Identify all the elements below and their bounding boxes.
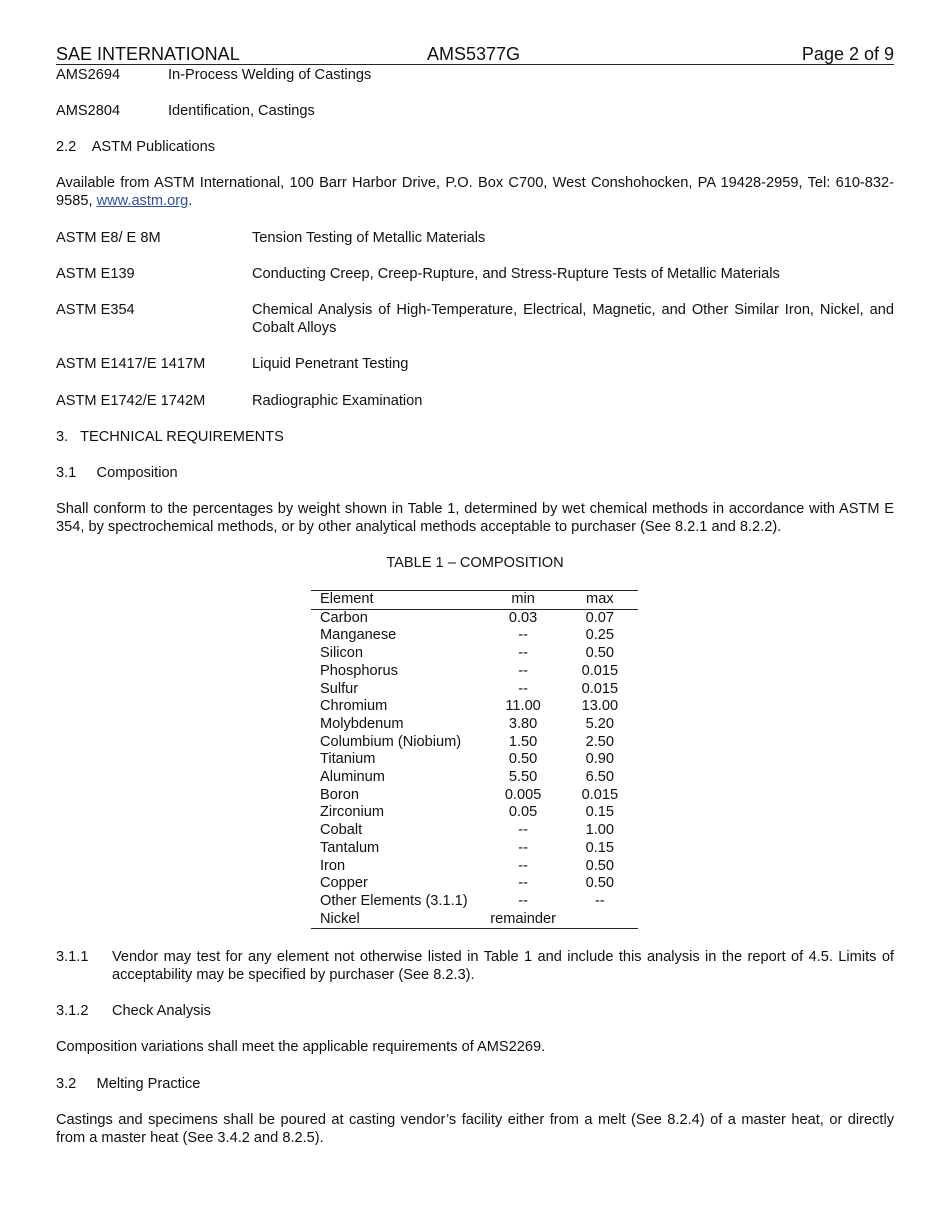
section-3-1-2-heading: Check Analysis <box>112 1003 211 1019</box>
section-3-2-text: Castings and specimens shall be poured at casting vendor’s facility either from a melt (See 8.2.4) of a master heat, or directly from a master heat (See 3.4.2 and 8.2.5). <box>56 1112 894 1146</box>
max-cell: 2.50 <box>585 733 615 750</box>
min-cell: -- <box>518 680 528 697</box>
max-cell: 0.25 <box>585 627 615 644</box>
min-cell: -- <box>518 662 528 679</box>
astm-availability-paragraph <box>56 174 894 210</box>
table-row <box>311 734 638 752</box>
table-row <box>311 858 638 876</box>
min-cell: 0.03 <box>508 609 538 626</box>
table-row <box>311 840 638 858</box>
reference-code: AMS2694 <box>56 67 121 83</box>
section-3-1-text: Shall conform to the percentages by weight shown in Table 1, determined by wet chemical methods in accordance with ASTM E 354, by spectrochemical methods, or by other analytical methods acceptable to purchaser (See 8.2.1 and 8.2.2). <box>56 501 894 535</box>
max-cell: 0.15 <box>585 804 615 821</box>
min-cell: 0.05 <box>508 804 538 821</box>
column-header-min: min <box>511 591 535 607</box>
element-cell: Chromium <box>320 698 388 715</box>
max-cell: 0.15 <box>585 839 615 856</box>
element-cell: Zirconium <box>320 804 385 821</box>
min-cell: 0.005 <box>504 786 542 803</box>
max-cell: 0.015 <box>581 786 619 803</box>
table-row <box>311 627 638 645</box>
max-cell: 0.015 <box>581 680 619 697</box>
composition-table <box>311 590 638 929</box>
table-row <box>311 751 638 769</box>
reference-code: ASTM E354 <box>56 302 135 318</box>
element-cell: Columbium (Niobium) <box>320 733 462 750</box>
element-cell: Molybdenum <box>320 715 404 732</box>
table-row <box>311 663 638 681</box>
reference-title: Chemical Analysis of High-Temperature, Electrical, Magnetic, and Other Similar Iron, Nickel, and Cobalt Alloys <box>252 302 894 336</box>
min-cell: -- <box>518 645 528 662</box>
element-cell: Sulfur <box>320 680 359 697</box>
element-cell: Tantalum <box>320 839 380 856</box>
element-cell: Carbon <box>320 609 368 626</box>
min-cell: 5.50 <box>508 769 538 786</box>
min-cell: 1.50 <box>508 733 538 750</box>
table-header-row <box>311 591 638 610</box>
column-header-element: Element <box>320 591 374 607</box>
element-cell: Silicon <box>320 645 363 662</box>
min-cell: 3.80 <box>508 715 538 732</box>
table-row <box>311 716 638 734</box>
min-cell: -- <box>518 627 528 644</box>
page-header <box>56 44 894 65</box>
section-3-1-1-text: Vendor may test for any element not otherwise listed in Table 1 and include this analysis in the report of 4.5. Limits of acceptability may be specified by purchaser (See 8.2.3). <box>112 949 894 983</box>
reference-title: Radiographic Examination <box>252 393 423 409</box>
table-row <box>311 804 638 822</box>
element-cell: Iron <box>320 857 346 874</box>
element-cell: Manganese <box>320 627 397 644</box>
astm-website-link[interactable]: www.astm.org <box>96 193 189 209</box>
min-cell: -- <box>518 892 528 909</box>
reference-code: ASTM E8/ E 8M <box>56 230 161 246</box>
table-row <box>311 681 638 699</box>
reference-title: Tension Testing of Metallic Materials <box>252 230 486 246</box>
max-cell: 5.20 <box>585 715 615 732</box>
element-cell: Titanium <box>320 751 376 768</box>
astm-availability-text: Available from ASTM International, 100 Barr Harbor Drive, P.O. Box C700, West Conshohocken, PA 19428-2959, Tel: 610-832-9585, <box>56 175 894 209</box>
reference-title: Conducting Creep, Creep-Rupture, and Stress-Rupture Tests of Metallic Materials <box>252 266 780 282</box>
min-cell: -- <box>518 875 528 892</box>
table-caption: TABLE 1 – COMPOSITION <box>386 555 564 571</box>
min-cell: -- <box>518 822 528 839</box>
reference-code: AMS2804 <box>56 103 121 119</box>
min-cell: remainder <box>490 910 556 927</box>
min-cell: 11.00 <box>505 698 541 715</box>
table-row <box>311 911 638 929</box>
section-3-1-heading: 3.1 Composition <box>56 465 178 481</box>
max-cell: 0.07 <box>585 609 615 626</box>
table-row <box>311 822 638 840</box>
table-row <box>311 645 638 663</box>
header-page-number: Page 2 of 9 <box>801 44 894 64</box>
max-cell: 0.90 <box>585 751 615 768</box>
table-row <box>311 769 638 787</box>
reference-title: In-Process Welding of Castings <box>168 67 372 83</box>
element-cell: Other Elements (3.1.1) <box>320 892 468 909</box>
element-cell: Boron <box>320 786 359 803</box>
max-cell: 0.50 <box>585 875 615 892</box>
section-number: 3.1.1 <box>56 949 89 965</box>
element-cell: Phosphorus <box>320 662 398 679</box>
reference-title: Liquid Penetrant Testing <box>252 356 409 372</box>
max-cell: -- <box>594 892 605 909</box>
element-cell: Nickel <box>320 910 360 927</box>
header-doc-id: AMS5377G <box>427 44 521 64</box>
element-cell: Aluminum <box>320 769 385 786</box>
table-row <box>311 875 638 893</box>
table-row <box>311 609 638 627</box>
section-number: 3.1.2 <box>56 1003 89 1019</box>
min-cell: -- <box>518 857 528 874</box>
max-cell: 0.50 <box>585 645 615 662</box>
section-2-2-heading: 2.2 ASTM Publications <box>56 139 215 155</box>
section-3-2-heading: 3.2 Melting Practice <box>56 1076 201 1092</box>
reference-code: ASTM E1742/E 1742M <box>56 393 206 409</box>
max-cell: 6.50 <box>585 769 615 786</box>
table-row <box>311 893 638 911</box>
column-header-max: max <box>586 591 614 607</box>
astm-availability-period: . <box>188 193 193 209</box>
max-cell: 0.50 <box>585 857 615 874</box>
section-3-1-2-text: Composition variations shall meet the applicable requirements of AMS2269. <box>56 1039 546 1055</box>
max-cell: 13.00 <box>581 698 619 715</box>
reference-code: ASTM E1417/E 1417M <box>56 356 206 372</box>
max-cell: 0.015 <box>581 662 619 679</box>
max-cell <box>562 911 638 929</box>
element-cell: Cobalt <box>320 822 363 839</box>
reference-code: ASTM E139 <box>56 266 135 282</box>
min-cell: 0.50 <box>508 751 538 768</box>
table-row <box>311 787 638 805</box>
section-3-heading: 3. TECHNICAL REQUIREMENTS <box>56 429 284 445</box>
header-org: SAE INTERNATIONAL <box>56 44 240 64</box>
reference-title: Identification, Castings <box>168 103 315 119</box>
min-cell: -- <box>518 839 528 856</box>
max-cell: 1.00 <box>585 822 615 839</box>
element-cell: Copper <box>320 875 368 892</box>
table-row <box>311 698 638 716</box>
